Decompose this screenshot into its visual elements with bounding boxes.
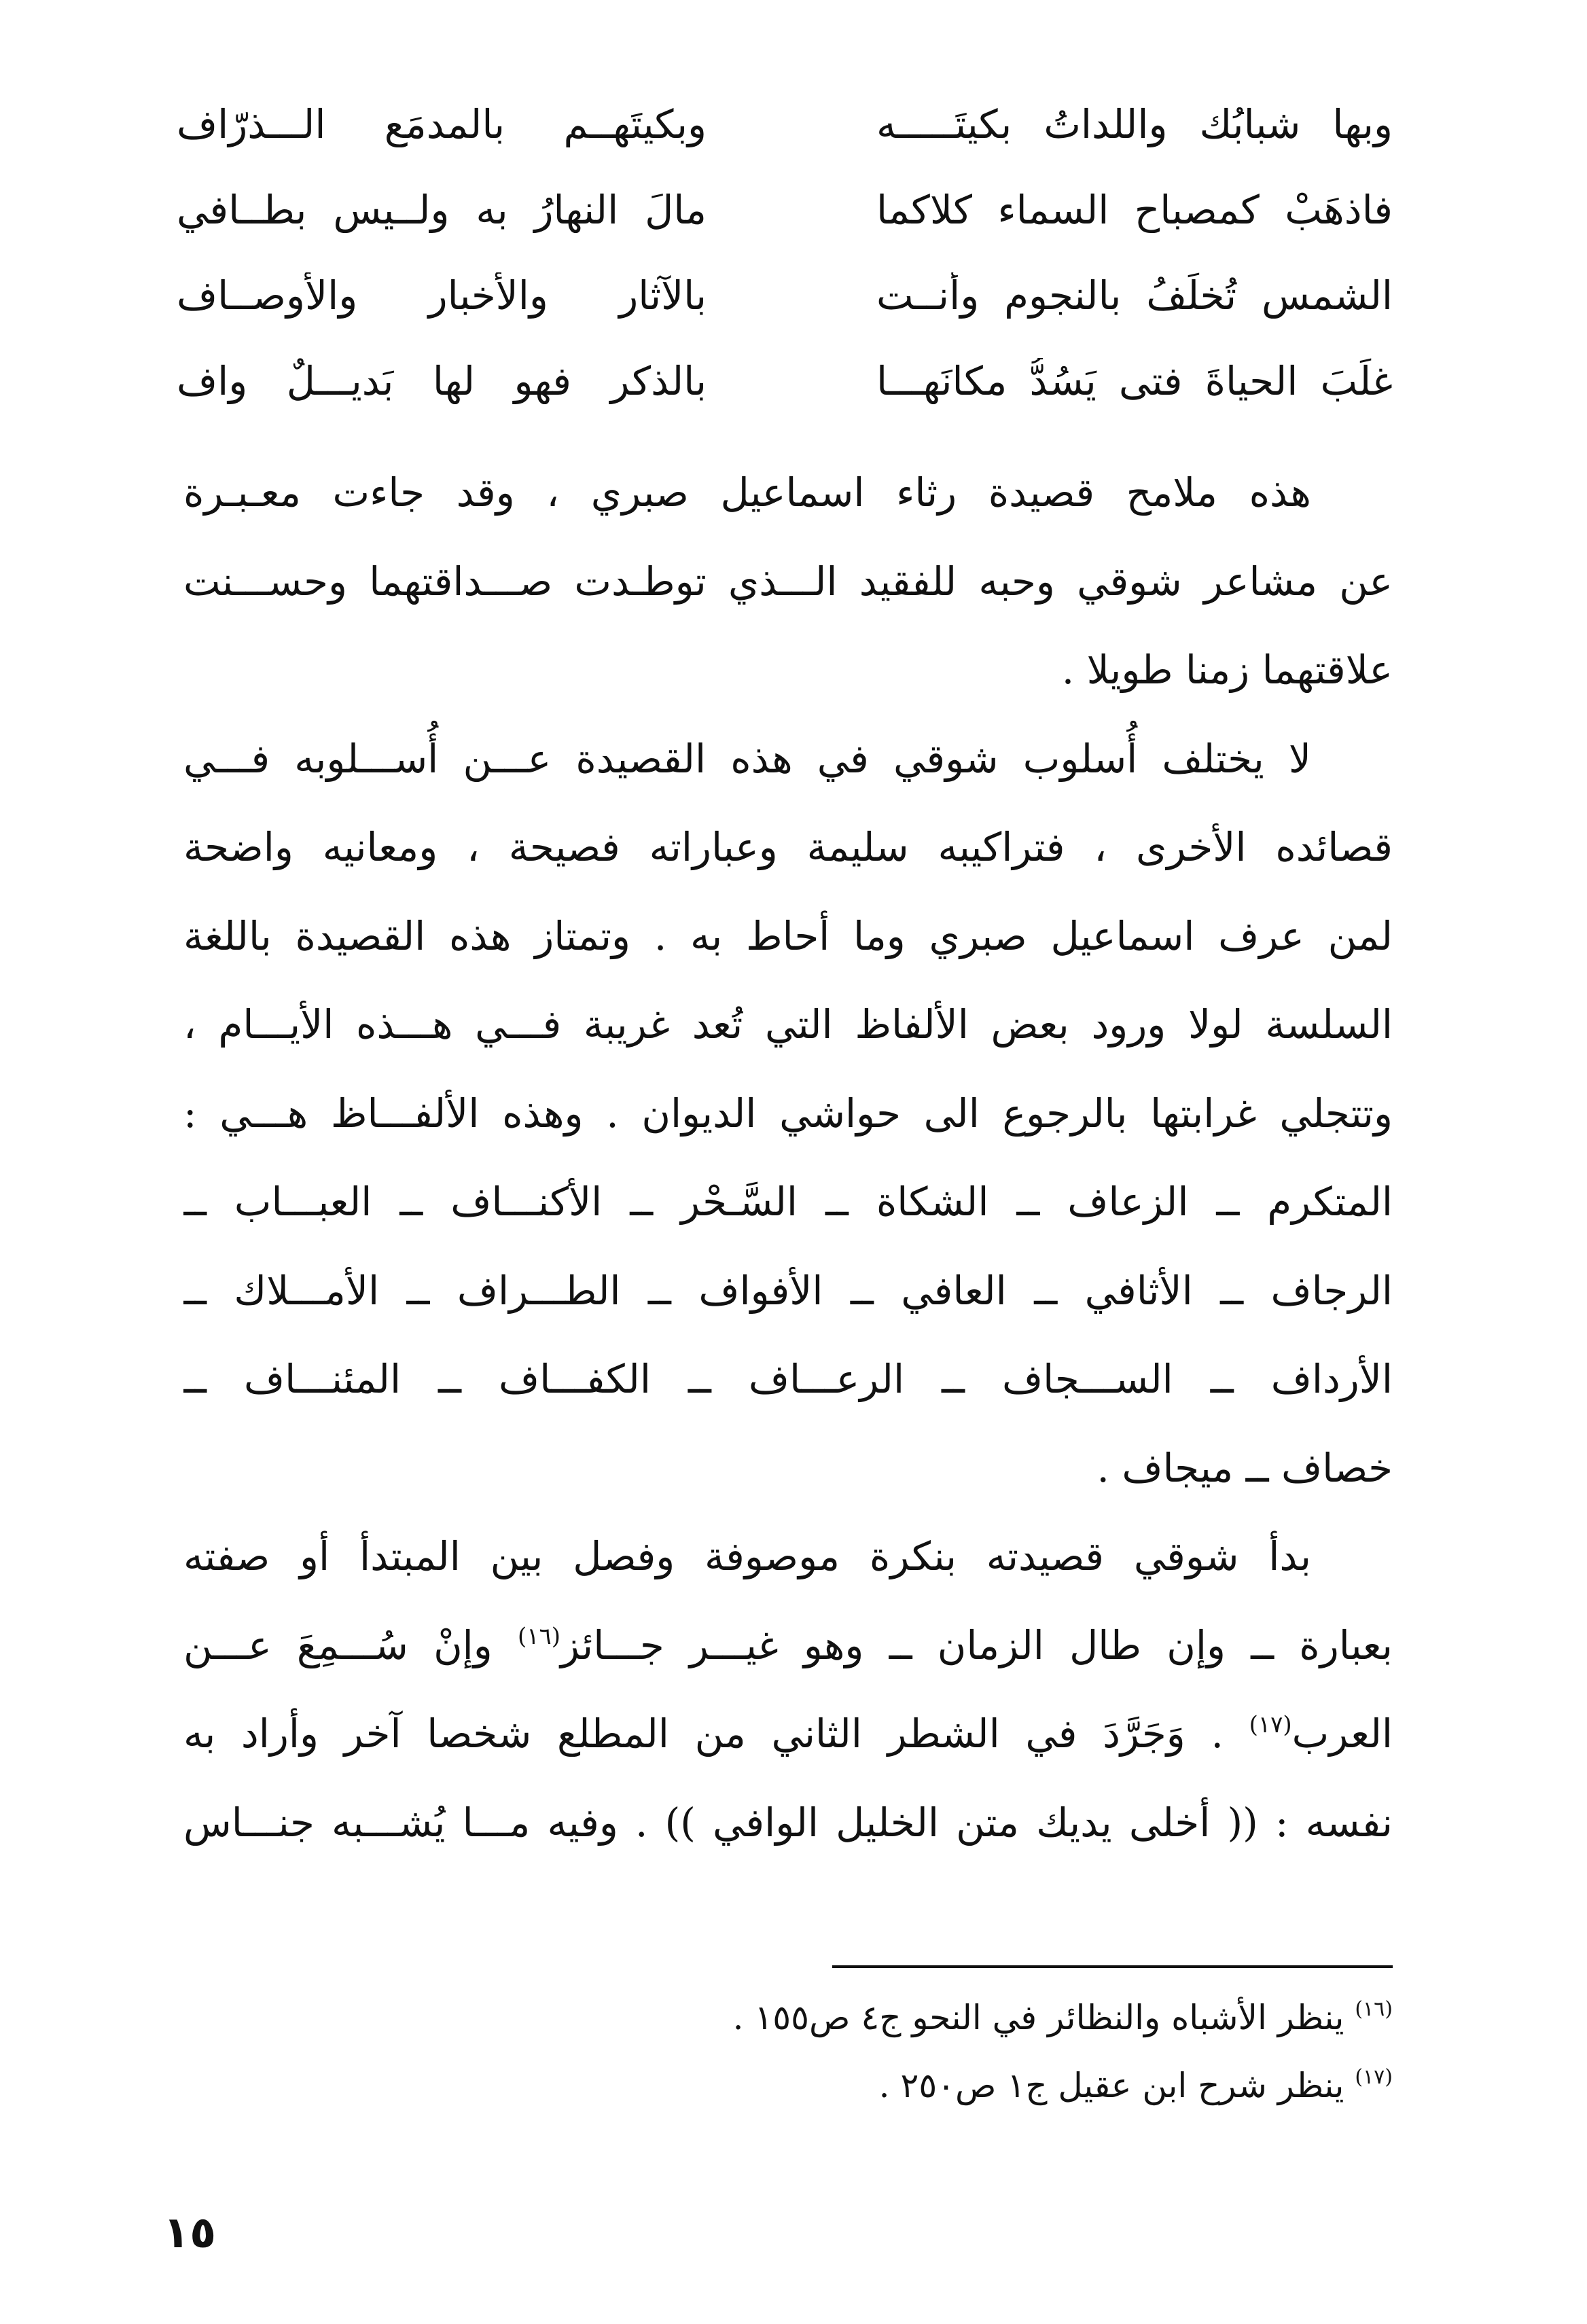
paragraph-2-line-6: المتكرم ــ الزعاف ــ الشكاة ــ السَّـحْر ــ الأكنـــاف ــ العبـــاب ــ [183, 1179, 1393, 1225]
verse-4 [177, 338, 1393, 424]
paragraph-2-line-4: السلسة لولا ورود بعض الألفاظ التي تُعد غريبة فـــي هـــذه الأيـــام ، [183, 1001, 1393, 1048]
paragraph-3-line-4: نفسه : (( أخلى يديك متن الخليل الوافي )) . وفيه مـــا يُشـــبه جنـــاس [183, 1799, 1393, 1846]
paragraph-2-line-2: قصائده الأخرى ، فتراكيبه سليمة وعباراته فصيحة ، ومعانيه واضحة [183, 824, 1393, 870]
verse-3-first-hemistich: الشمس تُخلَفُ بالنجوم وأنــت [876, 272, 1393, 319]
paragraph-1-line-1: هذه ملامح قصيدة رثاء اسماعيل صبري ، وقد جاءت معـبـرة [183, 469, 1311, 516]
body-text [183, 448, 1393, 1867]
footnote-16 [476, 1984, 1393, 2052]
paragraph-3-line-2-text: بعبارة ــ وإن طال الزمان ــ وهو غيـــر جـــائز [560, 1622, 1393, 1668]
verse-4-second-hemistich: بالذكر فهو لها بَديـــلٌ واف [177, 358, 707, 404]
paragraph-3-line-3 [183, 1690, 1393, 1778]
paragraph-3-line-2-tail: وإنْ سُـــمِعَ عـــن [183, 1622, 493, 1668]
footnote-17-text: ينظر شرح ابن عقيل ج١ ص٢٥٠ . [878, 2066, 1344, 2105]
verse-1 [177, 82, 1393, 167]
verse-1-second-hemistich: وبكيتَهــم بالمدمَعِ الـــذرّاف [177, 101, 707, 147]
footnote-17-mark: (١٧) [1355, 2065, 1393, 2089]
footnote-ref-16: (١٦) [517, 1622, 561, 1650]
verse-4-first-hemistich: غلَبَ الحياةَ فتى يَسُدُّ مكانَهـــا [876, 358, 1393, 404]
footnote-17 [476, 2052, 1393, 2120]
paragraph-2-line-8: الأرداف ــ الســـجاف ــ الرعـــاف ــ الكفـــاف ــ المئنـــاف ــ [183, 1356, 1393, 1402]
paragraph-2-line-9: خصاف ــ ميجاف . [1096, 1444, 1393, 1491]
paragraph-2 [183, 715, 1393, 1513]
paragraph-2-line-3: لمن عرف اسماعيل صبري وما أحاط به . وتمتاز هذه القصيدة باللغة [183, 912, 1393, 959]
paragraph-2-line-5: وتتجلي غرابتها بالرجوع الى حواشي الديوان . وهذه الألفـــاظ هـــي : [183, 1090, 1393, 1137]
paragraph-3-line-3-tail: . وَجَرَّدَ في الشطر الثاني من المطلع شخصا آخر وأراد به [183, 1711, 1224, 1757]
paragraph-2-line-1: لا يختلف أُسلوب شوقي في هذه القصيدة عـــن أُســـلوبه فـــي [183, 735, 1311, 782]
paragraph-3-line-2 [183, 1601, 1393, 1690]
footnote-ref-17: (١٧) [1249, 1711, 1292, 1738]
verse-2-first-hemistich: فاذهَبْ كمصباحِ السماء كلاكما [876, 187, 1393, 233]
paragraph-1-line-2: عن مشاعر شوقي وحبه للفقيد الـــذي توطـدت صـــداقتهما وحســـنت [183, 558, 1393, 605]
footnote-separator [832, 1965, 1393, 1968]
footnote-16-mark: (١٦) [1355, 1997, 1393, 2021]
footnote-16-text: ينظر الأشباه والنظائر في النحو ج٤ ص١٥٥ . [732, 1998, 1344, 2037]
paragraph-3 [183, 1512, 1393, 1867]
paragraph-1 [183, 448, 1393, 715]
paragraph-2-line-7: الرجاف ــ الأثافي ــ العافي ــ الأفواف ــ الطـــراف ــ الأمـــلاك ــ [183, 1267, 1393, 1314]
verse-2 [177, 167, 1393, 253]
verse-3-second-hemistich: بالآثار والأخبار والأوصــاف [177, 272, 707, 319]
verse-1-first-hemistich: وبها شبابُك واللداتُ بكيتَـــــه [876, 101, 1393, 147]
paragraph-1-line-3: علاقتهما زمنا طويلا . [1061, 647, 1393, 693]
page-number: ١٥ [163, 2208, 217, 2258]
footnotes [476, 1984, 1393, 2120]
paragraph-3-line-1: بدأ شوقي قصيدته بنكرة موصوفة وفصل بين المبتدأ أو صفته [183, 1533, 1311, 1579]
poem-verses [177, 82, 1393, 424]
verse-2-second-hemistich: مالَ النهارُ به ولــيس بطــافي [177, 187, 707, 233]
verse-3 [177, 253, 1393, 338]
paragraph-3-line-3-text: العرب [1291, 1711, 1393, 1757]
